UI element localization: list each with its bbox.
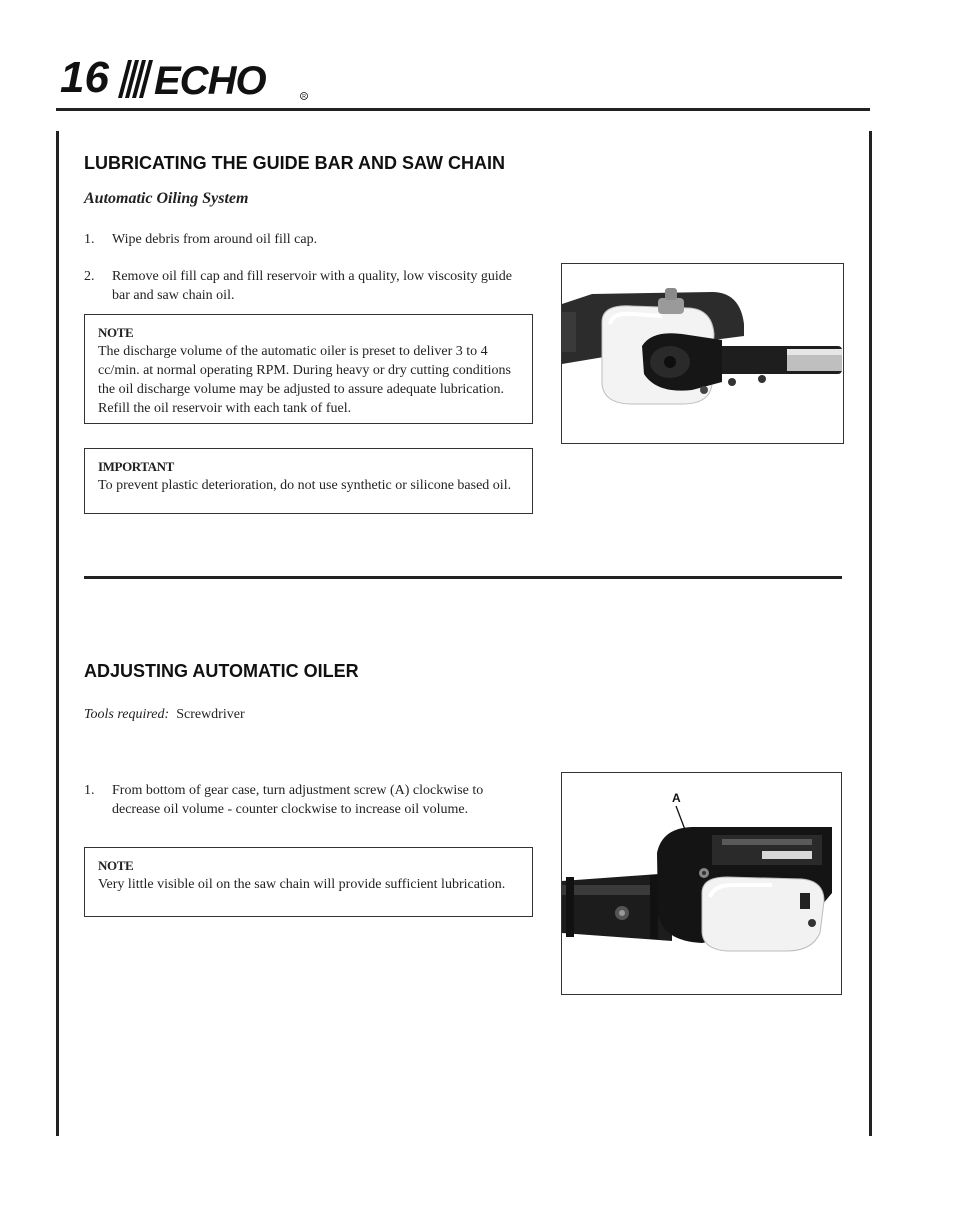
section-title-adjusting: ADJUSTING AUTOMATIC OILER bbox=[84, 661, 359, 681]
note-box bbox=[84, 847, 533, 917]
step-number: 1. bbox=[84, 783, 95, 798]
step-item bbox=[84, 267, 524, 307]
tools-label: Tools required: bbox=[84, 707, 170, 722]
note-label: NOTE bbox=[98, 325, 134, 340]
important-label: IMPORTANT bbox=[98, 459, 174, 474]
right-margin-rule bbox=[869, 131, 872, 1136]
page-number: 16 bbox=[60, 53, 109, 102]
tools-value: Screwdriver bbox=[176, 707, 245, 722]
header-rule bbox=[56, 108, 870, 111]
important-box bbox=[84, 448, 533, 514]
section-title-lubricating: LUBRICATING THE GUIDE BAR AND SAW CHAIN bbox=[84, 153, 505, 173]
svg-text:R: R bbox=[302, 93, 306, 100]
echo-logo bbox=[114, 54, 314, 102]
step-number: 1. bbox=[84, 232, 95, 247]
step-text: Remove oil fill cap and fill reservoir with a quality, low viscosity guide bar and saw chain oil. bbox=[112, 269, 512, 303]
callout-label-a: A bbox=[672, 791, 681, 805]
note-text: The discharge volume of the automatic oiler is preset to deliver 3 to 4 cc/min. at normal operating RPM. During heavy or dry cutting conditions the oil discharge volume may be adjusted to assure adequate lubrication. Refill the oil reservoir with each tank of fuel. bbox=[98, 344, 511, 416]
adjustment-screw-photo bbox=[561, 772, 842, 995]
important-text: To prevent plastic deterioration, do not use synthetic or silicone based oil. bbox=[98, 478, 512, 493]
note-label: NOTE bbox=[98, 858, 134, 873]
note-text: Very little visible oil on the saw chain will provide sufficient lubrication. bbox=[98, 877, 506, 892]
step-text: Wipe debris from around oil fill cap. bbox=[112, 232, 318, 247]
oil-fill-cap-photo bbox=[561, 263, 844, 444]
step-item bbox=[84, 781, 524, 821]
left-margin-rule bbox=[56, 131, 59, 1136]
brand-wordmark: ECHO bbox=[154, 59, 266, 102]
section-subtitle-oiling: Automatic Oiling System bbox=[84, 190, 249, 207]
step-number: 2. bbox=[84, 269, 95, 284]
note-box bbox=[84, 314, 533, 424]
tools-required bbox=[84, 707, 245, 723]
step-text: From bottom of gear case, turn adjustment screw (A) clockwise to decrease oil volume - counter clockwise to increase oil volume. bbox=[112, 783, 484, 817]
step-item bbox=[84, 230, 524, 250]
section-divider bbox=[84, 576, 842, 579]
